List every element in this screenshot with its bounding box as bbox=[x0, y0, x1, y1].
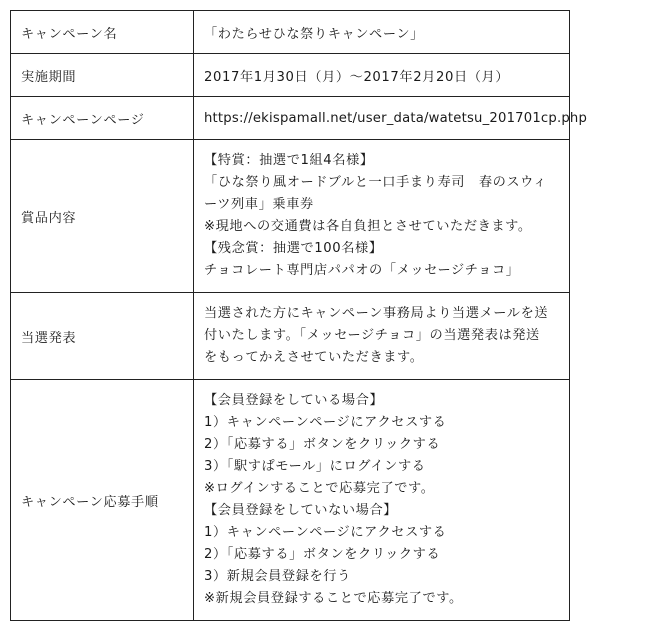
prize-line: ※現地への交通費は各自負担とさせていただきます。 bbox=[204, 219, 532, 234]
campaign-page-link[interactable]: https://ekispamall.net/user_data/watetsu_201701cp.php bbox=[194, 97, 570, 140]
row-label: キャンペーンページ bbox=[11, 97, 194, 140]
step-line: 3）「駅すぱモール」にログインする bbox=[204, 459, 426, 474]
table-row-campaign-page bbox=[11, 97, 570, 140]
prize-line: ーツ列車」乗車券 bbox=[204, 197, 314, 212]
step-line: 1）キャンペーンページにアクセスする bbox=[204, 415, 447, 430]
campaign-info-table bbox=[10, 10, 588, 621]
row-label: 当選発表 bbox=[11, 293, 194, 380]
row-label: キャンペーン応募手順 bbox=[11, 380, 194, 621]
prize-line: チョコレート専門店パパオの「メッセージチョコ」 bbox=[204, 263, 520, 278]
step-line: 【会員登録をしていない場合】 bbox=[204, 503, 398, 518]
announcement-line: をもってかえさせていただきます。 bbox=[204, 350, 424, 365]
announcement-value bbox=[194, 293, 570, 380]
row-label: 実施期間 bbox=[11, 54, 194, 97]
step-line: ※新規会員登録することで応募完了です。 bbox=[204, 591, 463, 606]
application-steps-value bbox=[194, 380, 570, 621]
step-line: 2）「応募する」ボタンをクリックする bbox=[204, 437, 441, 452]
step-line: 3）新規会員登録を行う bbox=[204, 569, 351, 584]
prizes-value bbox=[194, 140, 570, 293]
announcement-line: 付いたします。「メッセージチョコ」の当選発表は発送 bbox=[204, 328, 540, 343]
step-line: 【会員登録をしている場合】 bbox=[204, 393, 384, 408]
announcement-line: 当選された方にキャンペーン事務局より当選メールを送 bbox=[204, 306, 549, 321]
prize-line: 「ひな祭り風オードブルと一口手まり寿司 春のスウィ bbox=[204, 175, 547, 190]
row-label: キャンペーン名 bbox=[11, 11, 194, 54]
step-line: ※ログインすることで応募完了です。 bbox=[204, 481, 435, 496]
campaign-name-value: 「わたらせひな祭りキャンペーン」 bbox=[194, 11, 570, 54]
period-value: 2017年1月30日（月）〜2017年2月20日（月） bbox=[194, 54, 570, 97]
prize-line: 【残念賞：抽選で100名様】 bbox=[204, 241, 383, 256]
table-row-campaign-name bbox=[11, 11, 570, 54]
row-label: 賞品内容 bbox=[11, 140, 194, 293]
step-line: 1）キャンペーンページにアクセスする bbox=[204, 525, 447, 540]
step-line: 2）「応募する」ボタンをクリックする bbox=[204, 547, 441, 562]
table-row-announcement bbox=[11, 293, 570, 380]
table-row-prizes bbox=[11, 140, 570, 293]
table-row-application-steps bbox=[11, 380, 570, 621]
prize-line: 【特賞：抽選で1組4名様】 bbox=[204, 153, 374, 168]
table-row-period bbox=[11, 54, 570, 97]
